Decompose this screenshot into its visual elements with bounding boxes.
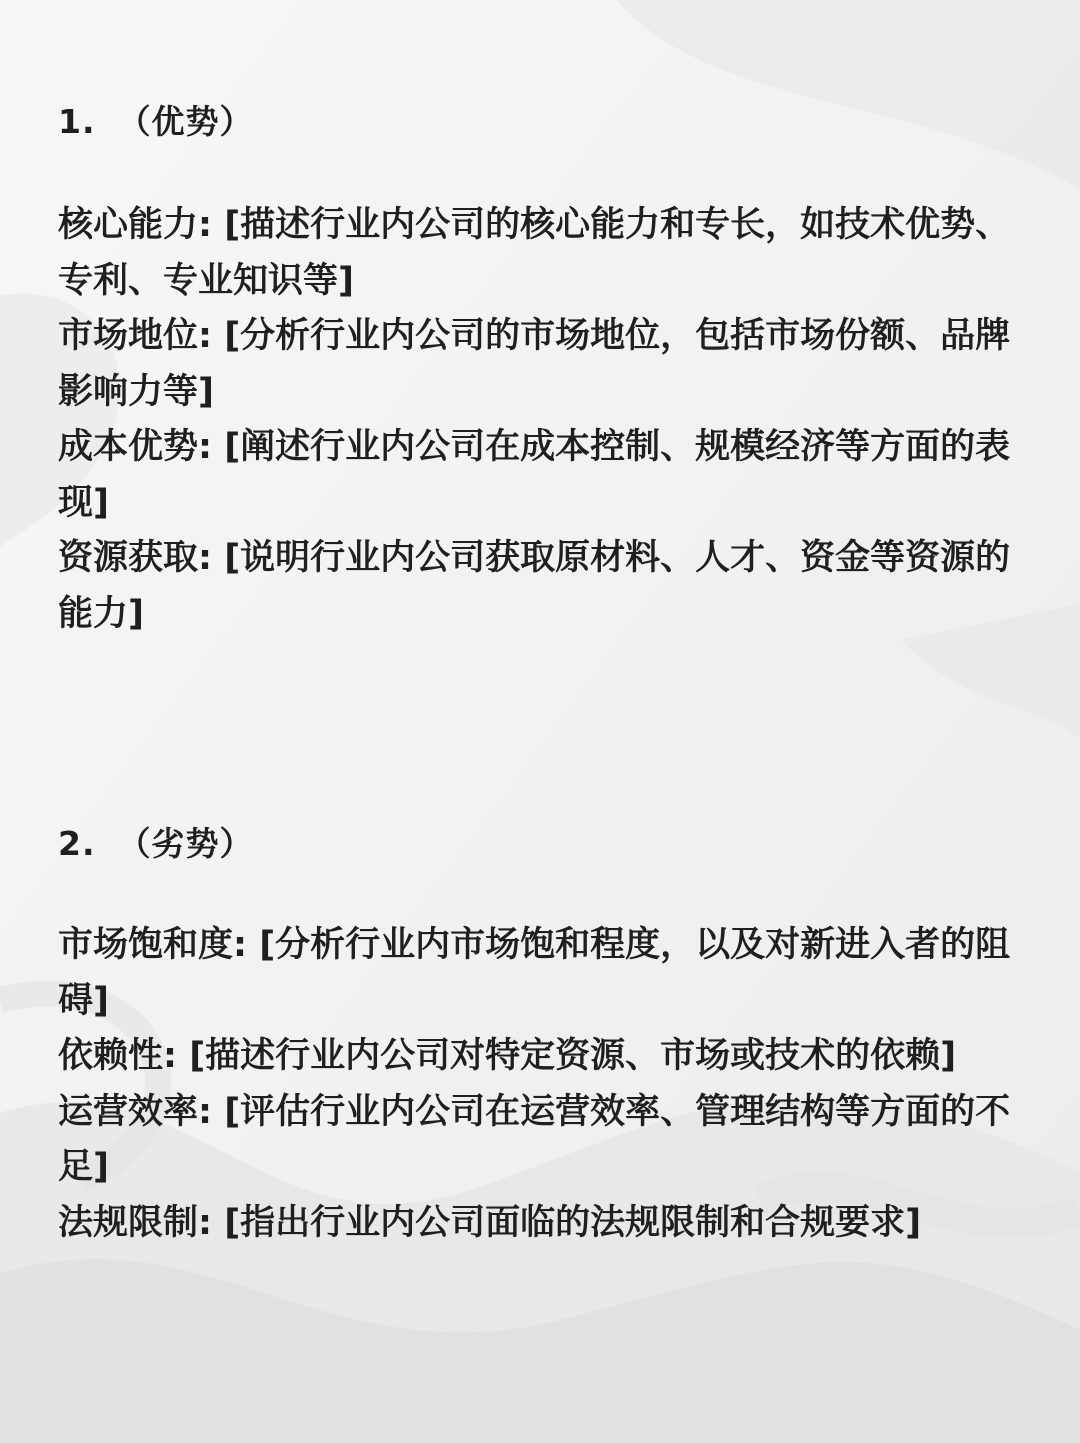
- item-description: [描述行业内公司对特定资源、市场或技术的依赖]: [189, 1036, 957, 1076]
- list-item: [58, 198, 1018, 309]
- section-number: 2.: [58, 824, 96, 863]
- list-item: [58, 918, 1018, 1029]
- item-label: 市场饱和度:: [58, 925, 247, 965]
- list-item: [58, 1029, 1018, 1085]
- item-label: 核心能力:: [58, 205, 212, 245]
- list-item: [58, 1085, 1018, 1196]
- section-heading-weaknesses: [58, 818, 254, 865]
- item-description: [分析行业内公司的市场地位，包括市场份额、品牌影响力等]: [58, 316, 1011, 412]
- list-item: [58, 309, 1018, 420]
- list-item: [58, 531, 1018, 642]
- section-title: （劣势）: [117, 824, 254, 863]
- list-item: [58, 1196, 1018, 1252]
- item-label: 依赖性:: [58, 1036, 177, 1076]
- item-description: [描述行业内公司的核心能力和专长，如技术优势、专利、专业知识等]: [58, 205, 1011, 301]
- item-label: 成本优势:: [58, 427, 212, 467]
- item-label: 运营效率:: [58, 1091, 212, 1132]
- section-heading-strengths: [58, 96, 254, 143]
- item-label: 市场地位:: [58, 316, 212, 356]
- list-item: [58, 420, 1018, 531]
- item-description: [评估行业内公司在运营效率、管理结构等方面的不足]: [58, 1091, 1011, 1187]
- item-label: 法规限制:: [58, 1202, 212, 1243]
- weaknesses-list: [58, 918, 1018, 1251]
- section-number: 1.: [58, 102, 96, 141]
- item-description: [说明行业内公司获取原材料、人才、资金等资源的能力]: [58, 538, 1011, 634]
- item-description: [阐述行业内公司在成本控制、规模经济等方面的表现]: [58, 427, 1011, 523]
- item-description: [指出行业内公司面临的法规限制和合规要求]: [224, 1202, 922, 1243]
- item-label: 资源获取:: [58, 538, 212, 578]
- section-title: （优势）: [117, 102, 254, 141]
- item-description: [分析行业内市场饱和程度，以及对新进入者的阻碍]: [58, 925, 1011, 1021]
- strengths-list: [58, 198, 1018, 642]
